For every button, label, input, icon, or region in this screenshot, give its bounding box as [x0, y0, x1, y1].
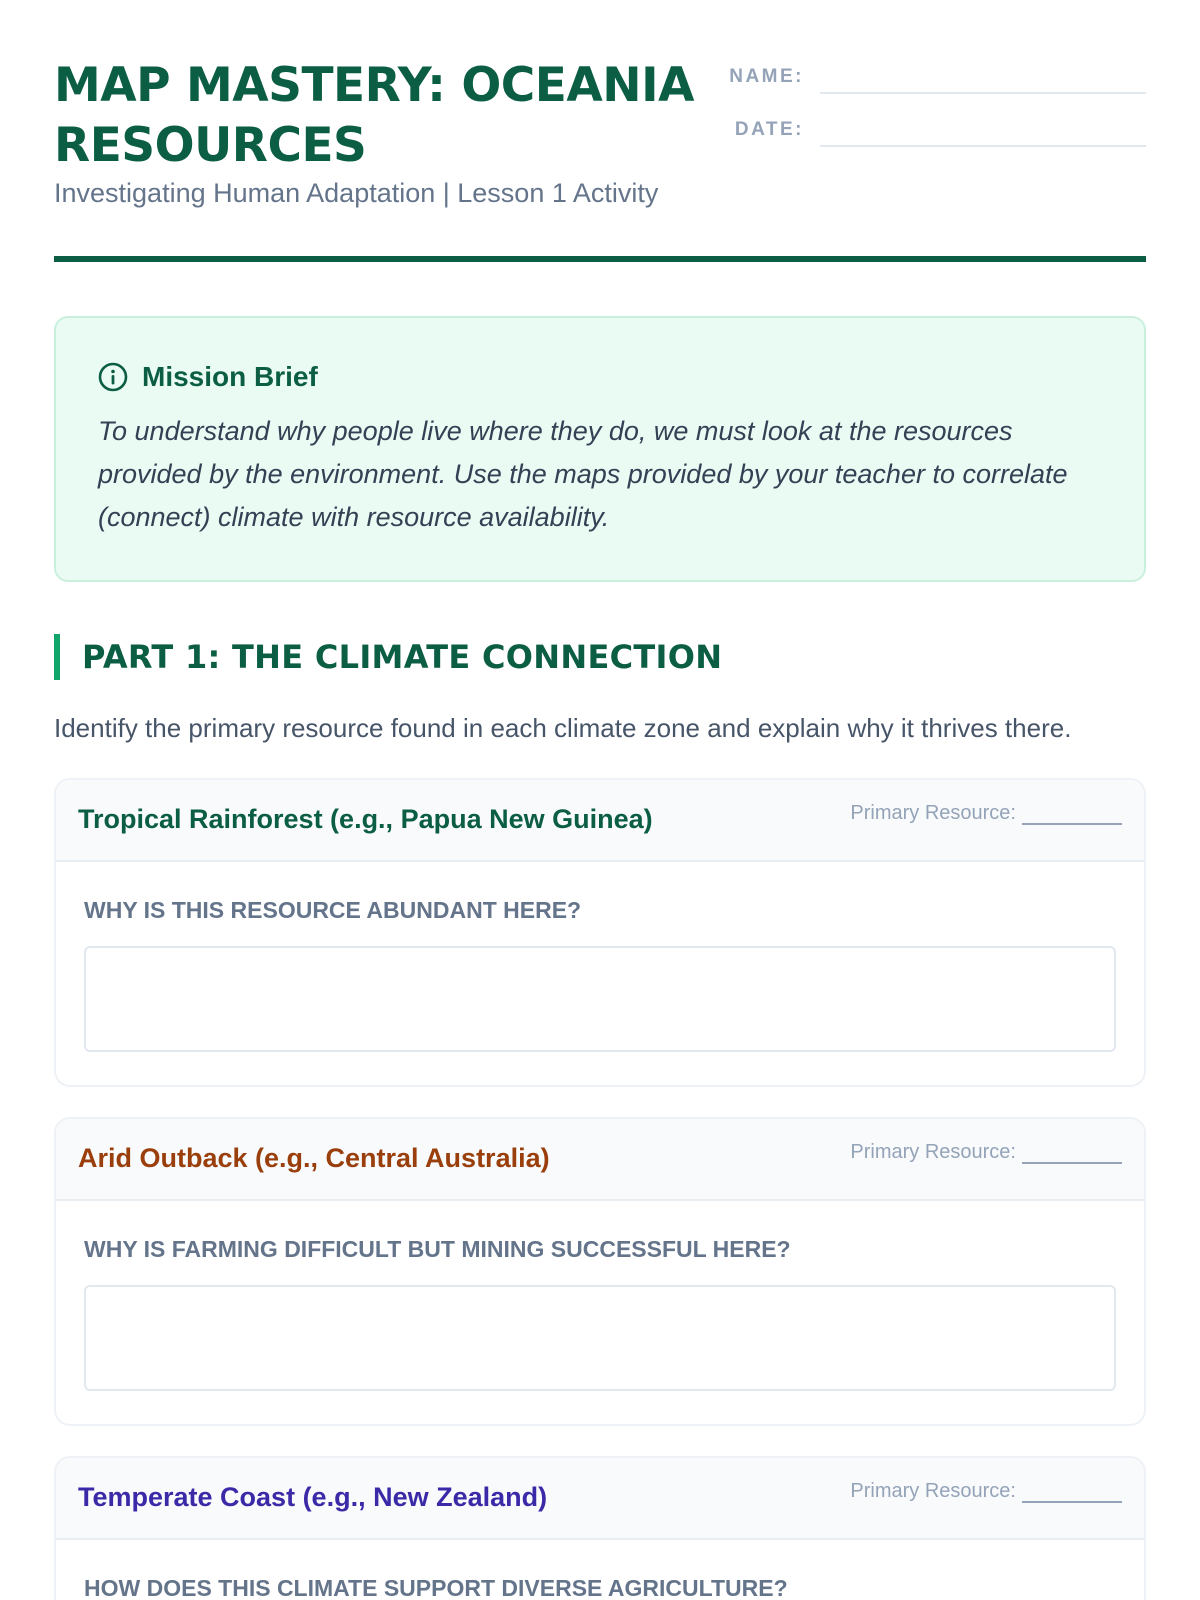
- part-1-title: PART 1: THE CLIMATE CONNECTION: [82, 638, 723, 676]
- primary-resource-field[interactable]: [850, 1480, 1122, 1503]
- zone-question: WHY IS FARMING DIFFICULT BUT MINING SUCCESSFUL HERE?: [84, 1236, 791, 1262]
- zone-card-header: [56, 780, 1144, 862]
- primary-resource-blank[interactable]: [1022, 805, 1122, 825]
- zone-card-tropical: [54, 778, 1146, 1087]
- primary-resource-field[interactable]: [850, 802, 1122, 825]
- mission-brief-title: Mission Brief: [142, 361, 318, 392]
- zone-card-header: [56, 1458, 1144, 1540]
- zone-card-body: [56, 862, 1144, 1085]
- zone-title: Temperate Coast (e.g., New Zealand): [78, 1482, 548, 1512]
- primary-resource-blank[interactable]: [1022, 1144, 1122, 1164]
- mission-brief-header: [98, 358, 1102, 396]
- date-label: DATE:: [734, 119, 804, 140]
- date-field[interactable]: [820, 113, 1146, 147]
- name-field[interactable]: [820, 60, 1146, 94]
- zone-card-temperate: [54, 1456, 1146, 1600]
- zone-card-header: [56, 1119, 1144, 1201]
- primary-resource-field[interactable]: [850, 1141, 1122, 1164]
- zone-title: Arid Outback (e.g., Central Australia): [78, 1143, 550, 1173]
- name-label: NAME:: [729, 66, 804, 87]
- part-1-heading: [54, 634, 1146, 680]
- mission-brief: [54, 316, 1146, 582]
- page-title: MAP MASTERY: OCEANIA RESOURCES: [54, 58, 694, 173]
- zone-card-body: [56, 1540, 1144, 1600]
- zone-question: HOW DOES THIS CLIMATE SUPPORT DIVERSE AGRICULTURE?: [84, 1575, 788, 1600]
- part-1-instructions: Identify the primary resource found in each climate zone and explain why it thrives there.: [54, 713, 1072, 743]
- student-info: [726, 60, 1146, 166]
- primary-resource-blank[interactable]: [1022, 1483, 1122, 1503]
- zone-card-arid: [54, 1117, 1146, 1426]
- worksheet-header: [54, 0, 1146, 262]
- primary-resource-label: Primary Resource:: [850, 1480, 1016, 1502]
- name-row: [726, 60, 1146, 94]
- climate-zone-cards: [54, 778, 1146, 1600]
- date-row: [726, 113, 1146, 147]
- zone-card-body: [56, 1201, 1144, 1424]
- primary-resource-label: Primary Resource:: [850, 1141, 1016, 1163]
- mission-brief-text: To understand why people live where they do, we must look at the resources provided by the environment. Use the maps provided by your teacher to correlate (connect) climate with resource availability.: [98, 416, 1068, 532]
- answer-box[interactable]: [84, 1285, 1116, 1391]
- zone-title: Tropical Rainforest (e.g., Papua New Guinea): [78, 804, 653, 834]
- page-subtitle: Investigating Human Adaptation | Lesson 1 Activity: [54, 178, 659, 208]
- primary-resource-label: Primary Resource:: [850, 802, 1016, 824]
- info-icon: [98, 362, 128, 392]
- zone-question: WHY IS THIS RESOURCE ABUNDANT HERE?: [84, 897, 582, 923]
- answer-box[interactable]: [84, 946, 1116, 1052]
